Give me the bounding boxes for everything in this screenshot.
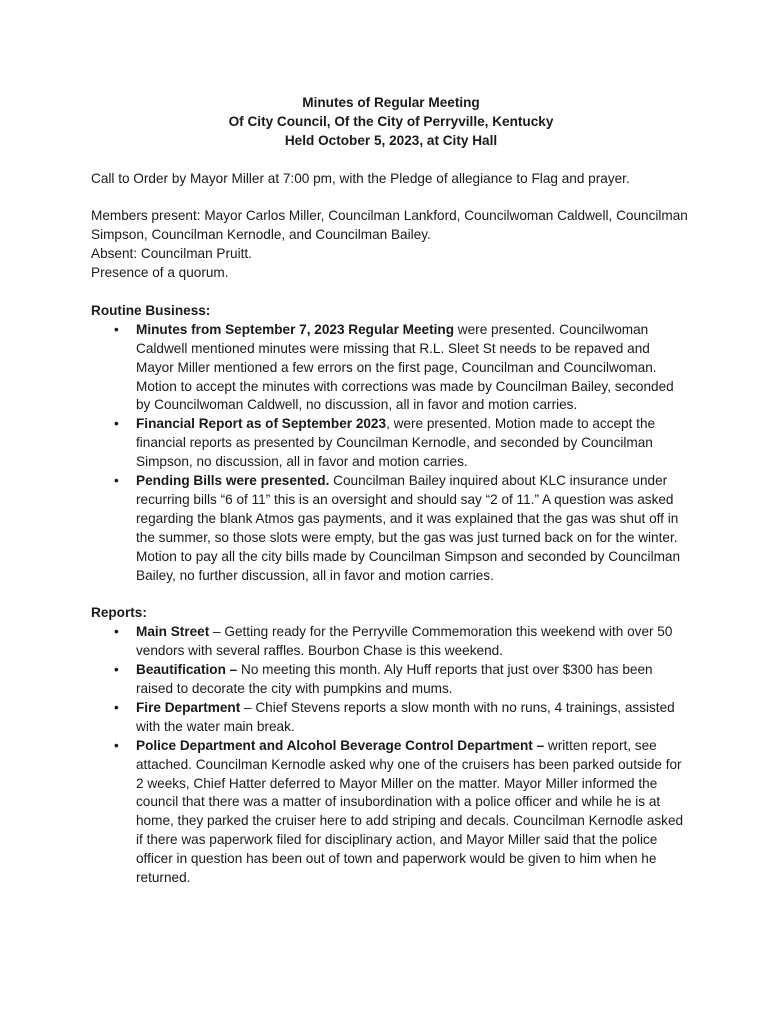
item-text: , were presented. Motion made to accept the financial reports as presented by Councilman Kernodle, and seconded by Councilman Simpson, no discussion, all in favor and motion carries. [136,416,656,470]
list-item [91,472,691,585]
reports-heading: Reports: [91,605,147,621]
item-heading: Pending Bills were presented. [136,473,330,489]
bullet-icon: • [114,737,119,753]
spacer [91,283,691,302]
list-item [91,623,691,661]
bullet-icon: • [114,624,119,640]
item-text: Councilman Bailey inquired about KLC insurance under recurring bills “6 of 11” this is an oversight and should say “2 of 11.” A question was asked regarding the blank Atmos gas payments, and it was explained that the gas was shut off in the summer, so those slots were empty, but the gas was just turned back on for the winter. Motion to pay all the city bills made by Councilman Simpson and seconded by Councilman Bailey, no further discussion, all in favor and motion carries. [136,473,681,583]
routine-business-heading: Routine Business: [91,302,211,318]
absent-members: Absent: Councilman Pruitt. [91,246,252,262]
bullet-icon: • [114,321,119,337]
title-line-3: Held October 5, 2023, at City Hall [284,132,498,148]
item-heading: Police Department and Alcohol Beverage Control Department – [136,737,545,753]
spacer [91,151,691,170]
routine-business-list [91,321,691,586]
title-line-2: Of City Council, Of the City of Perryville, Kentucky [228,113,554,129]
item-heading: Fire Department [136,699,241,715]
bullet-icon: • [114,473,119,489]
item-text: were presented. Councilwoman Caldwell mentioned minutes were missing that R.L. Sleet St needs to be repaved and Mayor Miller mentioned a few errors on the first page, Councilman and Councilwoman. Motion to accept the minutes with corrections was made by Councilman Bailey, seconded by Councilwoman Caldwell, no discussion, all in favor and motion carries. [136,321,674,413]
spacer [91,586,691,605]
quorum-statement: Presence of a quorum. [91,265,229,281]
title-line-1: Minutes of Regular Meeting [302,95,480,110]
item-heading: Financial Report as of September 2023 [136,416,387,432]
item-heading: Minutes from September 7, 2023 Regular Meeting [136,321,455,337]
item-heading: Main Street [136,624,210,640]
bullet-icon: • [114,416,119,432]
reports-list [91,623,691,888]
call-to-order: Call to Order by Mayor Miller at 7:00 pm, with the Pledge of allegiance to Flag and prayer. [91,170,630,186]
members-present: Members present: Mayor Carlos Miller, Councilman Lankford, Councilwoman Caldwell, Councilman Simpson, Councilman Kernodle, and Councilman Bailey. [91,208,688,243]
item-text: No meeting this month. Aly Huff reports that just over $300 has been raised to decorate the city with pumpkins and mums. [136,662,653,697]
list-item [91,415,691,472]
list-item [91,321,691,416]
item-text: – Chief Stevens reports a slow month with no runs, 4 trainings, assisted with the water main break. [136,699,675,734]
bullet-icon: • [114,662,119,678]
bullet-icon: • [114,699,119,715]
item-text: written report, see attached. Councilman Kernodle asked why one of the cruisers has been parked outside for 2 weeks, Chief Hatter deferred to Mayor Miller on the matter. Mayor Miller informed the council that there was a matter of insubordination with a police officer and while he is at home, they parked the cruiser here to add striping and decals. Councilman Kernodle asked if there was paperwork filed for disciplinary action, and Mayor Miller said that the police officer in question has been out of town and paperwork would be given to him when he returned. [136,737,684,886]
document-body [91,94,691,888]
item-text: – Getting ready for the Perryville Commemoration this weekend with over 50 vendors with several raffles. Bourbon Chase is this weekend. [136,624,673,659]
list-item [91,737,691,888]
item-heading: Beautification – [136,662,238,678]
spacer [91,189,691,208]
list-item [91,661,691,699]
list-item [91,699,691,737]
